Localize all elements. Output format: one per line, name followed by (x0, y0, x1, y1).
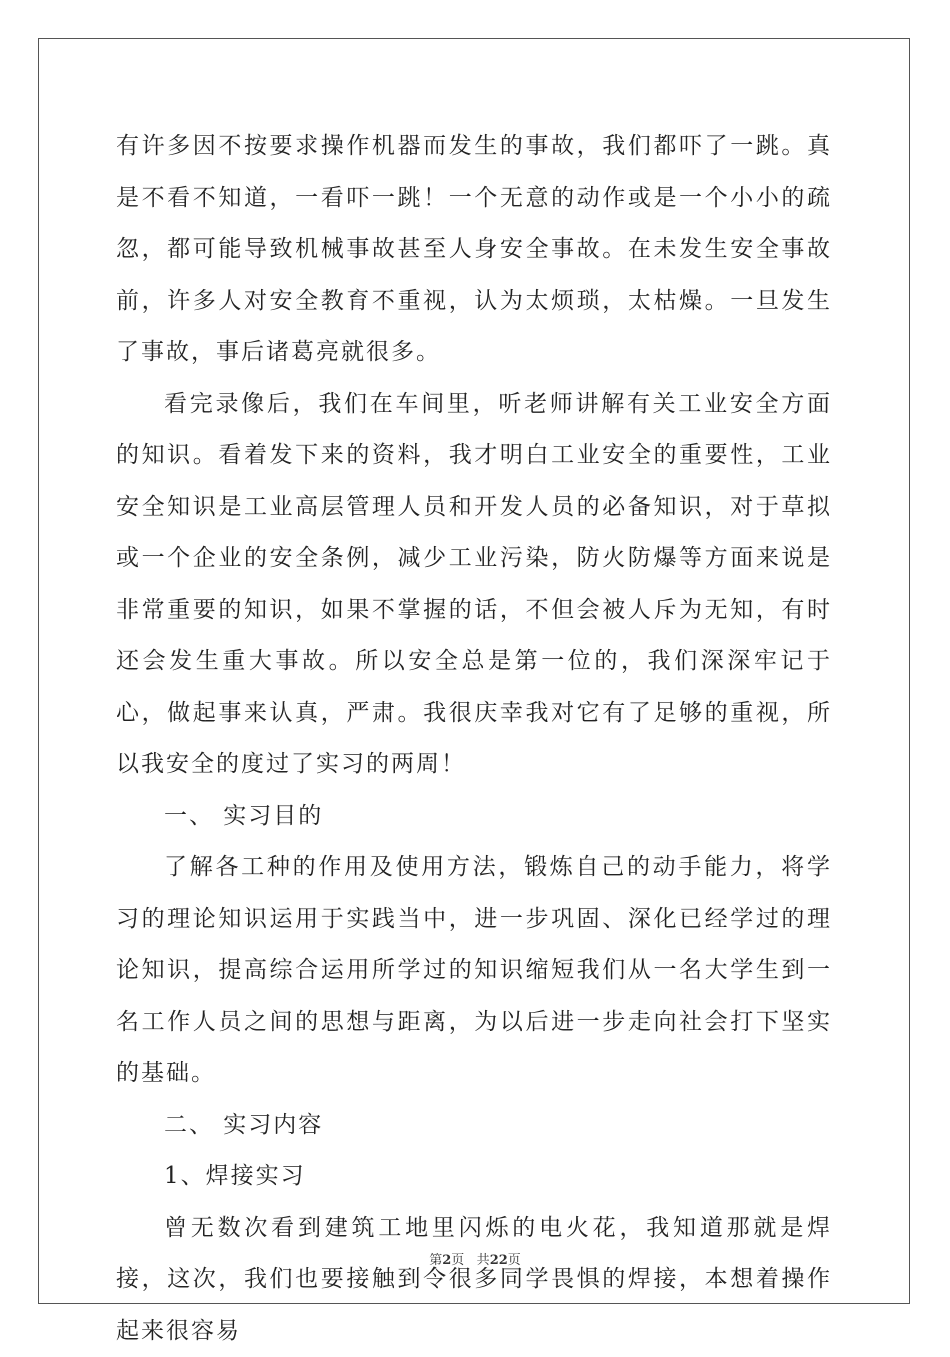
paragraph-3: 了解各工种的作用及使用方法，锻炼自己的动手能力，将学习的理论知识运用于实践当中，进一步巩固、深化已经学过的理论知识，提高综合运用所学过的知识缩短我们从一名大学生到一名工作人员之间的思想与距离，为以后进一步走向社会打下坚实的基础。 (116, 842, 832, 1100)
heading-internship-purpose: 一、 实习目的 (116, 791, 832, 843)
total-pages: 22 (490, 1253, 508, 1268)
paragraph-1: 有许多因不按要求操作机器而发生的事故，我们都吓了一跳。真是不看不知道，一看吓一跳！一个无意的动作或是一个小小的疏忽，都可能导致机械事故甚至人身安全事故。在未发生安全事故前，许多人对安全教育不重视，认为太烦琐，太枯燥。一旦发生了事故，事后诸葛亮就很多。 (116, 121, 832, 379)
total-prefix: 共 (477, 1253, 490, 1268)
page-suffix: 页 (451, 1253, 464, 1268)
total-suffix: 页 (508, 1253, 521, 1268)
page-footer (0, 1249, 950, 1268)
document-body (116, 121, 832, 1357)
page-number: 2 (442, 1253, 451, 1268)
heading-internship-content: 二、 实习内容 (116, 1100, 832, 1152)
paragraph-4: 曾无数次看到建筑工地里闪烁的电火花，我知道那就是焊接，这次，我们也要接触到令很多同学畏惧的焊接，本想着操作起来很容易 (116, 1203, 832, 1357)
page-prefix: 第 (429, 1253, 442, 1268)
paragraph-2: 看完录像后，我们在车间里，听老师讲解有关工业安全方面的知识。看着发下来的资料，我才明白工业安全的重要性，工业安全知识是工业高层管理人员和开发人员的必备知识，对于草拟或一个企业的安全条例，减少工业污染，防火防爆等方面来说是非常重要的知识，如果不掌握的话，不但会被人斥为无知，有时还会发生重大事故。所以安全总是第一位的，我们深深牢记于心，做起事来认真，严肃。我很庆幸我对它有了足够的重视，所以我安全的度过了实习的两周！ (116, 379, 832, 791)
subheading-welding: 1、焊接实习 (116, 1151, 832, 1203)
